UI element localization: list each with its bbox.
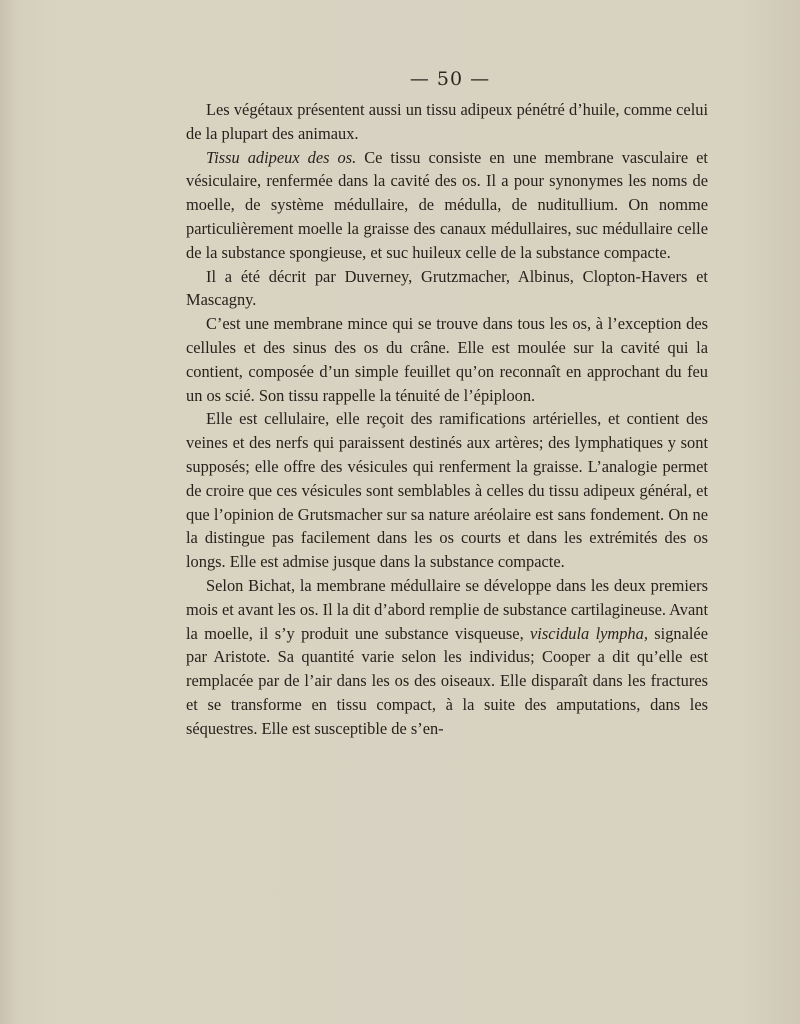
paragraph bbox=[186, 407, 708, 574]
paragraph-text: Selon Bichat, la membrane médullaire se développe dans les deux premiers mois et avant les os. Il la dit d’abord remplie de substance cartilagineuse. Avant la moelle, il s’y produit une substance visqueuse, bbox=[186, 575, 708, 643]
page-number: — 50 — bbox=[409, 68, 491, 90]
paragraph bbox=[186, 98, 708, 146]
paragraph bbox=[186, 146, 708, 265]
paragraph-text: Elle est cellulaire, elle reçoit des ramifications artérielles, et contient des veines et des nerfs qui paraissent destinés aux artères; des lymphatiques y sont supposés; elle offre des vésicules qui renferment la graisse. L’analogie permet de croire que ces vésicules sont semblables à celles du tissu adipeux général, et que l’opinion de Grutsmacher sur sa nature aréolaire est sans fondement. On ne la distingue pas facilement dans les os courts et dans les extrémités des os longs. Elle est admise jusque dans la substance compacte. bbox=[186, 409, 708, 572]
paragraph-text: C’est une membrane mince qui se trouve dans tous les os, à l’exception des cellules et des sinus des os du crâne. Elle est moulée sur la cavité qui la contient, composée d’un simple feuillet qu’on reconnaît en approchant du feu un os scié. Son tissu rappelle la ténuité de l’épiploon. bbox=[186, 314, 708, 405]
latin-term: viscidula lympha, bbox=[530, 623, 648, 643]
paragraph bbox=[186, 574, 708, 741]
paragraph-text: signalée par Aristote. Sa quantité varie selon les individus; Cooper a dit qu’elle est remplacée par de l’air dans les os des oiseaux. Elle disparaît dans les fractures et se transforme en tissu compact, à la suite des amputations, dans les séquestres. Elle est susceptible de s’en- bbox=[186, 623, 708, 738]
section-heading: Tissu adipeux des os. bbox=[206, 147, 357, 167]
paragraph-text: Ce tissu consiste en une membrane vasculaire et vésiculaire, renfermée dans la cavité des os. Il a pour synonymes les noms de moelle, de système médullaire, de médulla, de nuditullium. On nomme particulièrement moelle la graisse des canaux médullaires, suc médullaire celle de la substance spongieuse, et suc huileux celle de la substance compacte. bbox=[186, 147, 708, 262]
paragraph bbox=[186, 312, 708, 407]
paragraph bbox=[186, 265, 708, 313]
body-text bbox=[186, 98, 708, 741]
paragraph-text: Il a été décrit par Duverney, Grutzmacher, Albinus, Clopton-Havers et Mascagny. bbox=[186, 266, 708, 310]
paragraph-text: Les végétaux présentent aussi un tissu adipeux pénétré d’huile, comme celui de la plupart des animaux. bbox=[186, 100, 708, 143]
